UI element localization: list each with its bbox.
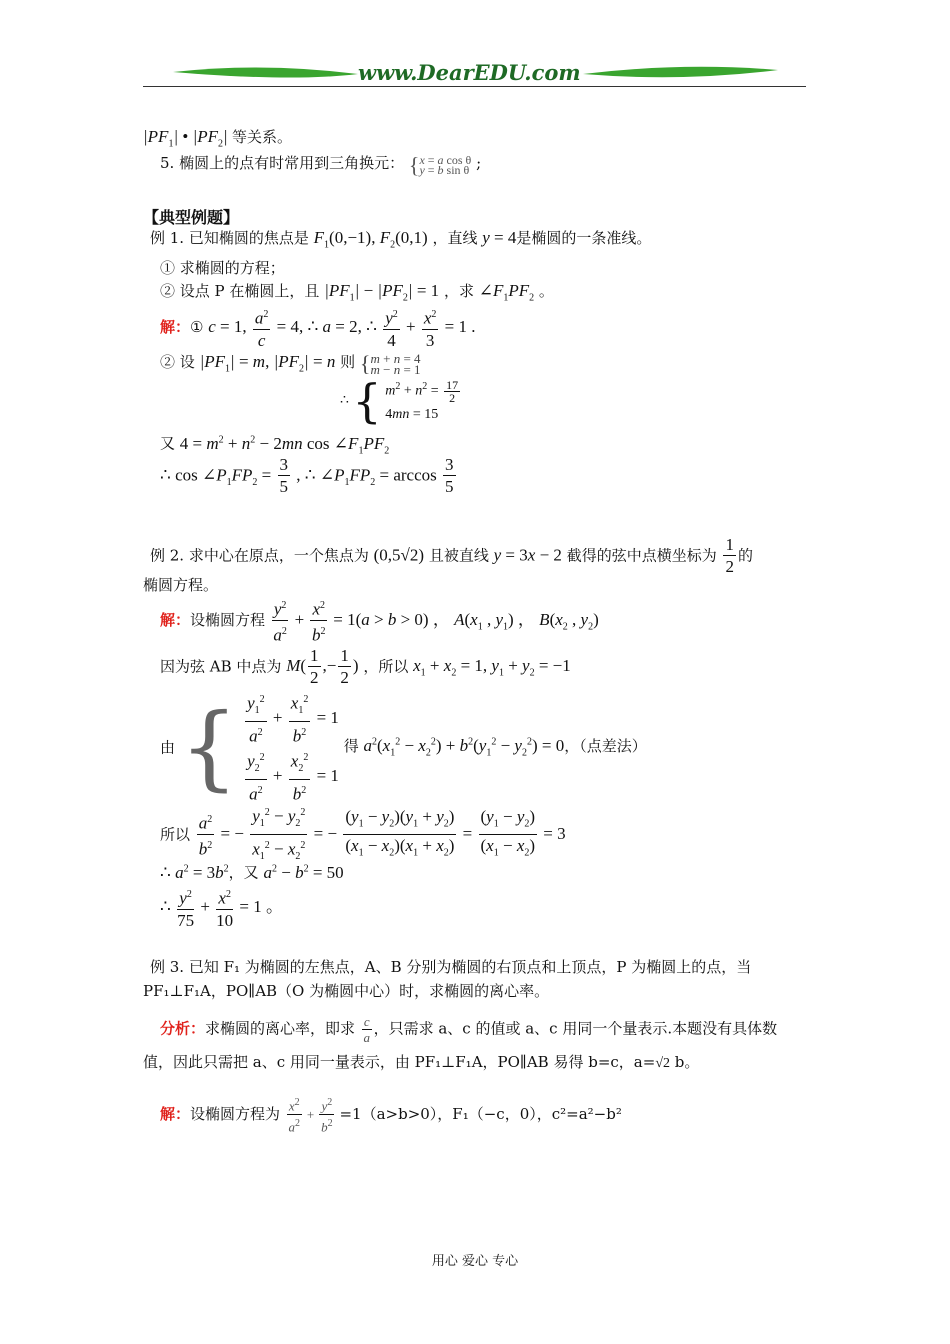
ex1-stem: 例 1. 已知椭圆的焦点是 $F_1(0,-1)$, $F_2(0,1)$ ，直线 y = 4是椭圆的一条准线。 [150, 228, 652, 251]
ex2-solution-5: ∴ $a^2 = 3b^2$，又 $a^2 - b^2 = 50$ [160, 862, 344, 882]
header-divider [143, 86, 806, 87]
intro-line-2: 5. 椭圆上的点有时常用到三角换元： {x = a cos θ y = b sin θ ; [160, 152, 482, 178]
header-banner [143, 58, 806, 88]
intro-line-1: $|PF_1|$ • $|PF_2|$ 等关系。 [143, 127, 292, 150]
ex3-analysis-2: 值，因此只需把 a、c 用同一量表示，由 PF₁⊥F₁A，PO∥AB 易得 b=c，a=√2 b。 [143, 1053, 700, 1071]
ex2-solution-6: ∴ $\frac{y^2}{75}$ + $\frac{x^2}{10}$ = 1 。 [160, 885, 283, 932]
ex1-q1: ① 求椭圆的方程； [160, 259, 285, 277]
ex3-solution: 解：设椭圆方程为 $\frac{x^2}{a^2}$ + $\frac{y^2}{b^2}$ =1（a>b>0），F₁（−c，0），c²=a²−b² [160, 1097, 622, 1135]
ex2-solution-1: 解：设椭圆方程 $\frac{y^2}{a^2}$ + $\frac{x^2}{b^2}$ = 1(a > b > 0) ， $A(x_1$ , $y_1$) ， $B(x_2$ , $y_2$) [160, 596, 599, 646]
ex1-solution-2: ② 设 $|PF_1| = m$, $|PF_2| = n$ 则 {m + n = 4 m − n = 1 [160, 351, 421, 378]
page-footer: 用心 爱心 专心 [431, 1254, 519, 1269]
ex2-solution-3: 由 { $\frac{y_1^2}{a^2}$ + $\frac{x_1^2}{b^2}$ = 1 $\frac{y_2^2}{a^2}$ + $\frac{x_2^2}{b^2}$ = 1 得 $a^2(x_1^2 - x_2^2) + b^2(y_1^2 - y_2^2) = 0$，（点差法） [160, 690, 647, 805]
ex3-line-2: PF₁⊥F₁A，PO∥AB（O 为椭圆中心）时，求椭圆的离心率。 [143, 982, 550, 1000]
ex2-solution-4: 所以 $\frac{a^2}{b^2}$ = − $\frac{y_1^2 - y_2^2}{x_1^2 - x_2^2}$ = − $\frac{(y_1 - y_2)(y_1 + y_2)}{(x_1 - x_2)(x_1 + x_2)}$ = $\frac{(y_1 - y_2)}{(x_1 - x_2)}$ = 3 [160, 803, 566, 868]
ex1-solution-4: ∴ $\cos \angle P_1FP_2$ = $\frac{3}{5}$ , ∴ $\angle P_1FP_2 = \arccos$ $\frac{3}{5}$ [160, 455, 454, 496]
ex2-stem: 例 2. 求中心在原点，一个焦点为 (0,5√2) 且被直线 y = 3x − 2 截得的弦中点横坐标为 $\frac{1}{2}$ 的 [150, 535, 753, 576]
ex2-solution-2: 因为弦 AB 中点为 M( $\frac{1}{2}$ ,− $\frac{1}{2}$ ) ，所以 $x_1 + x_2 = 1$, $y_1 + y_2 = -1$ [160, 646, 571, 687]
ex3-analysis-1: 分析：求椭圆的离心率，即求 $\frac{c}{a}$ ，只需求 a、c 的值或 a、c 用同一个量表示.本题没有具体数 [160, 1014, 778, 1045]
section-title: 【典型例题】 [143, 208, 240, 227]
header-site-text[interactable]: www.DearEDU.com [358, 60, 581, 85]
ex1-solution-1: 解：① c = 1, $\frac{a^2}{c}$ = 4, ∴ a = 2, ∴ $\frac{y^2}{4}$ + $\frac{x^2}{3}$ = 1 . [160, 305, 475, 352]
ex1-solution-3: 又 $4 = m^2 + n^2 - 2mn$ $\cos \angle F_1PF_2$ [160, 433, 390, 457]
ex1-q2: ② 设点 P 在椭圆上，且 $|PF_1| - |PF_2| = 1$ ，求 $\angle F_1PF_2$ 。 [160, 281, 554, 304]
ex2-stem-line2: 椭圆方程。 [143, 576, 219, 594]
ex3-line-1: 例 3. 已知 F₁ 为椭圆的左焦点，A、B 分别为椭圆的右顶点和上顶点，P 为椭圆上的点，当 [150, 958, 752, 976]
ex1-system: ∴ { $m^2 + n^2$ = $\frac{17}{2}$ 4mn = 15 [340, 373, 459, 428]
